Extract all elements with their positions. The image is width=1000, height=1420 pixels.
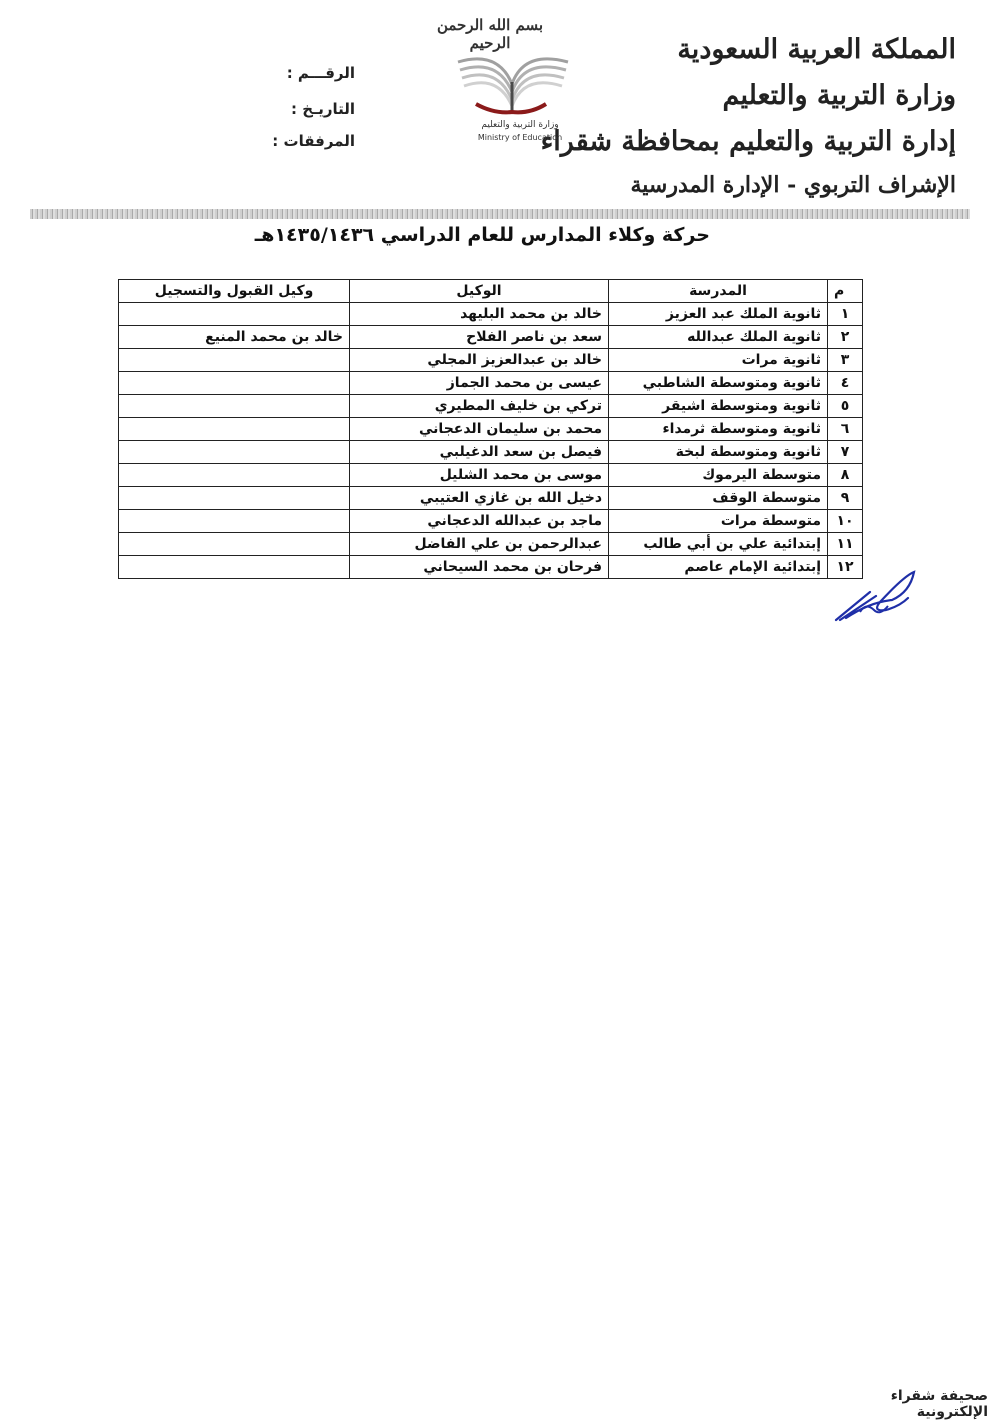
table-body [119, 303, 863, 579]
row-school: متوسطة اليرموك [609, 464, 828, 487]
agents-table [118, 279, 863, 579]
header-agent: الوكيل [350, 280, 609, 303]
row-agent: موسى بن محمد الشليل [350, 464, 609, 487]
table-row [119, 464, 863, 487]
date-label: التاريـخ : [291, 100, 355, 118]
row-agent: خالد بن عبدالعزيز المجلي [350, 349, 609, 372]
number-label: الرقـــم : [286, 64, 355, 82]
table-row [119, 303, 863, 326]
table-row [119, 510, 863, 533]
row-num: ١٠ [828, 510, 863, 533]
row-num: ٥ [828, 395, 863, 418]
row-registration-agent [119, 372, 350, 395]
row-num: ٤ [828, 372, 863, 395]
row-registration-agent [119, 349, 350, 372]
header-divider-band [30, 209, 970, 219]
row-num: ٦ [828, 418, 863, 441]
header-registration-agent: وكيل القبول والتسجيل [119, 280, 350, 303]
row-num: ٩ [828, 487, 863, 510]
table-row [119, 556, 863, 579]
table-row [119, 487, 863, 510]
row-registration-agent [119, 510, 350, 533]
row-agent: عيسى بن محمد الجماز [350, 372, 609, 395]
table-row [119, 326, 863, 349]
row-registration-agent [119, 441, 350, 464]
row-school: ثانوية ومتوسطة الشاطبي [609, 372, 828, 395]
row-registration-agent [119, 464, 350, 487]
row-school: ثانوية مرات [609, 349, 828, 372]
kingdom-heading: المملكة العربية السعودية [677, 34, 956, 65]
basmala: بسم الله الرحمن الرحيم [436, 16, 544, 52]
table-header-row [119, 280, 863, 303]
header-school: المدرسة [609, 280, 828, 303]
row-agent: عبدالرحمن بن علي الفاضل [350, 533, 609, 556]
table-row [119, 395, 863, 418]
row-agent: فيصل بن سعد الدغيلبي [350, 441, 609, 464]
row-school: إبتدائية علي بن أبي طالب [609, 533, 828, 556]
row-school: ثانوية ومتوسطة لبخة [609, 441, 828, 464]
signature-icon [830, 562, 920, 624]
row-agent: خالد بن محمد البليهد [350, 303, 609, 326]
row-agent: سعد بن ناصر الفلاح [350, 326, 609, 349]
row-num: ٧ [828, 441, 863, 464]
row-school: ثانوية ومتوسطة اشيقر [609, 395, 828, 418]
table-row [119, 533, 863, 556]
table-row [119, 441, 863, 464]
row-agent: فرحان بن محمد السيحاني [350, 556, 609, 579]
logo-english-text: Ministry of Education [477, 133, 563, 142]
row-registration-agent: خالد بن محمد المنيع [119, 326, 350, 349]
row-school: متوسطة مرات [609, 510, 828, 533]
row-school: ثانوية الملك عبدالله [609, 326, 828, 349]
row-school: إبتدائية الإمام عاصم [609, 556, 828, 579]
row-school: متوسطة الوقف [609, 487, 828, 510]
row-agent: تركي بن خليف المطيري [350, 395, 609, 418]
row-registration-agent [119, 303, 350, 326]
document-title: حركة وكلاء المدارس للعام الدراسي ١٤٣٥/١٤٣٦هـ [254, 224, 710, 246]
table-row [119, 372, 863, 395]
row-num: ١٢ [828, 556, 863, 579]
administration-heading: إدارة التربية والتعليم بمحافظة شقراء [540, 126, 956, 157]
row-registration-agent [119, 556, 350, 579]
row-agent: محمد بن سليمان الدعجاني [350, 418, 609, 441]
row-num: ٨ [828, 464, 863, 487]
row-agent: ماجد بن عبدالله الدعجاني [350, 510, 609, 533]
row-num: ٣ [828, 349, 863, 372]
row-registration-agent [119, 395, 350, 418]
row-agent: دخيل الله بن غازي العتيبي [350, 487, 609, 510]
footer-source: صحيفة شقراء الإلكترونية [890, 1388, 988, 1420]
row-school: ثانوية ومتوسطة ثرمداء [609, 418, 828, 441]
row-registration-agent [119, 487, 350, 510]
attachments-label: المرفقات : [272, 132, 355, 150]
row-num: ١١ [828, 533, 863, 556]
table-row [119, 349, 863, 372]
header-num: م [828, 280, 863, 303]
row-registration-agent [119, 418, 350, 441]
table-row [119, 418, 863, 441]
row-num: ١ [828, 303, 863, 326]
row-school: ثانوية الملك عبد العزيز [609, 303, 828, 326]
department-heading: الإشراف التربوي - الإدارة المدرسية [630, 172, 956, 198]
row-registration-agent [119, 533, 350, 556]
row-num: ٢ [828, 326, 863, 349]
logo-arabic-text: وزارة التربية والتعليم [481, 120, 559, 130]
ministry-heading: وزارة التربية والتعليم [722, 80, 956, 111]
